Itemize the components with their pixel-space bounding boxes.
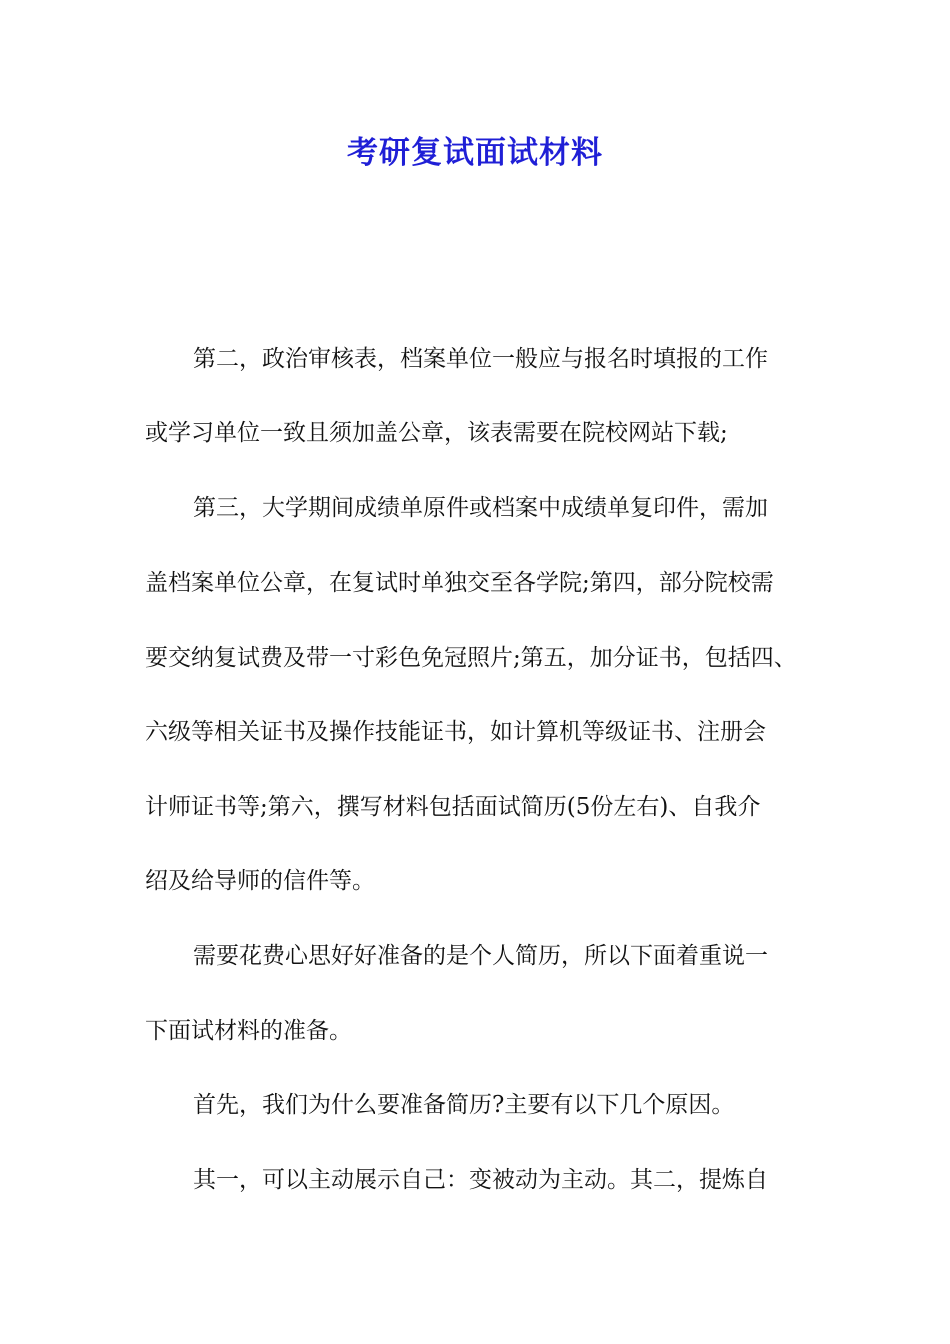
paragraph-line: 其一，可以主动展示自己：变被动为主动。其二，提炼自 bbox=[193, 1167, 768, 1193]
paragraph-line: 或学习单位一致且须加盖公章，该表需要在院校网站下载; bbox=[145, 420, 728, 446]
paragraph-line: 六级等相关证书及操作技能证书，如计算机等级证书、注册会 bbox=[145, 719, 766, 745]
paragraph-line: 下面试材料的准备。 bbox=[145, 1018, 352, 1044]
paragraph-line: 绍及给导师的信件等。 bbox=[145, 868, 375, 894]
paragraph-line: 计师证书等;第六，撰写材料包括面试简历(5份左右)、自我介 bbox=[145, 794, 761, 820]
document-title: 考研复试面试材料 bbox=[347, 135, 603, 171]
paragraph-line: 要交纳复试费及带一寸彩色免冠照片;第五，加分证书，包括四、 bbox=[145, 645, 797, 671]
paragraph-line: 需要花费心思好好准备的是个人简历，所以下面着重说一 bbox=[193, 943, 768, 969]
paragraph-line: 第三，大学期间成绩单原件或档案中成绩单复印件，需加 bbox=[193, 495, 768, 521]
paragraph-line: 首先，我们为什么要准备简历?主要有以下几个原因。 bbox=[193, 1092, 735, 1118]
paragraph-line: 盖档案单位公章，在复试时单独交至各学院;第四，部分院校需 bbox=[145, 570, 774, 596]
paragraph-line: 第二，政治审核表，档案单位一般应与报名时填报的工作 bbox=[193, 346, 768, 372]
